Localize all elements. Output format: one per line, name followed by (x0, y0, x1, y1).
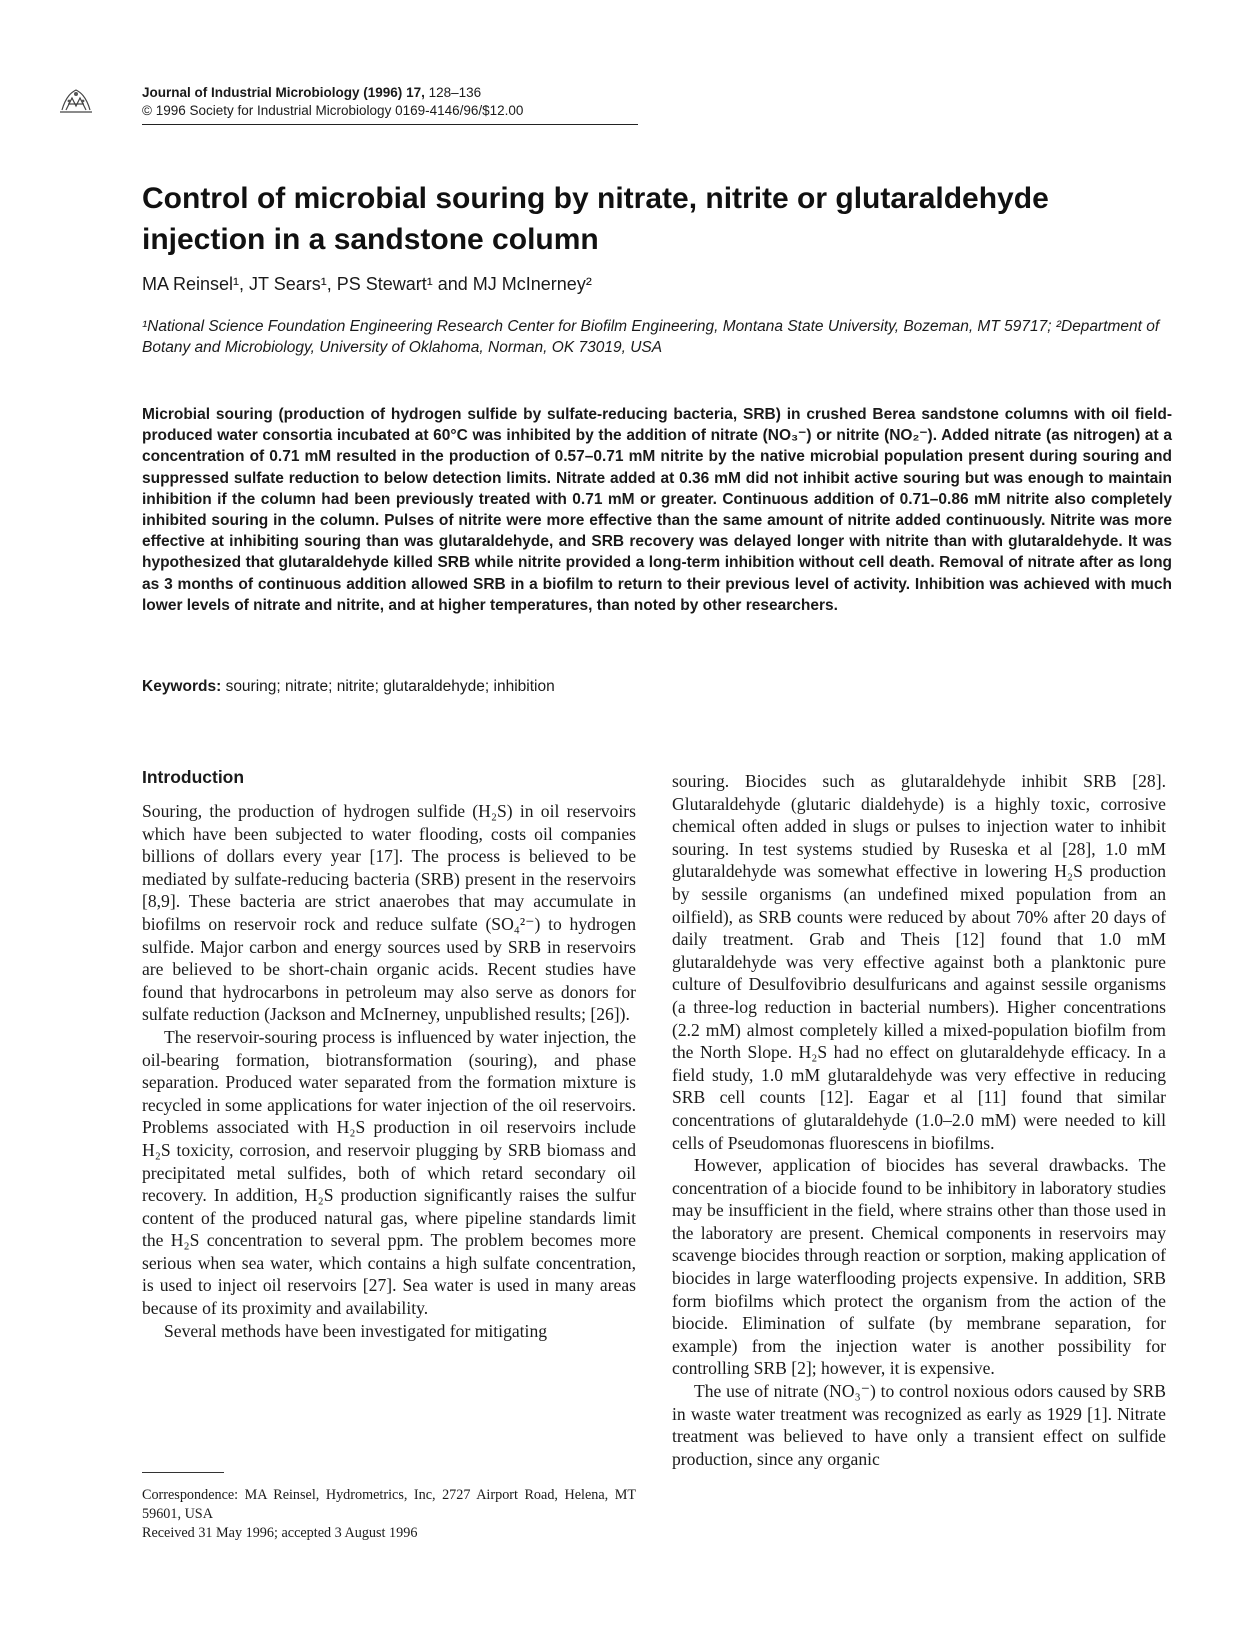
society-logo-icon (58, 86, 94, 116)
journal-header (142, 84, 523, 120)
journal-name: Journal of Industrial Microbiology (1996) (142, 85, 403, 100)
journal-pages: 128–136 (428, 85, 482, 100)
journal-citation (142, 84, 523, 102)
correspondence-note: Correspondence: MA Reinsel, Hydrometrics, Inc, 2727 Airport Road, Helena, MT 59601, USA (142, 1487, 636, 1522)
body-paragraph: The reservoir-souring process is influenced by water injection, the oil-bearing formation, biotransformation (souring), and phase separation. Produced water separated from the formation mixture is recycled in some applications for water injection of the oil reservoirs. Problems associated with H₂S production in oil reservoirs include H₂S toxicity, corrosion, and reservoir plugging by SRB biomass and precipitated metal sulfides, both of which retard secondary oil recovery. In addition, H₂S production significantly raises the sulfur content of the produced natural gas, where pipeline standards limit the H₂S concentration to several ppm. The problem becomes more serious when sea water, which contains a high sulfate concentration, is used to inject oil reservoirs [27]. Sea water is used in many areas because of its proximity and availability. (142, 1026, 636, 1319)
body-paragraph: souring. Biocides such as glutaraldehyde inhibit SRB [28]. Glutaraldehyde (glutaric dialdehyde) is a highly toxic, corrosive chemical often added in slugs or pulses to injection water to inhibit souring. In test systems studied by Ruseska et al [28], 1.0 mM glutaraldehyde was somewhat effective in lowering H₂S production by sessile organisms (an undefined mixed population from an oilfield), as SRB counts were reduced by about 70% after 20 days of daily treatment. Grab and Theis [12] found that 1.0 mM glutaraldehyde was very effective against both a planktonic pure culture of Desulfovibrio desulfuricans and against sessile organisms (a three-log reduction in bacterial numbers). Higher concentrations (2.2 mM) almost completely killed a mixed-population biofilm from the North Slope. H₂S had no effect on glutaraldehyde efficacy. In a field study, 1.0 mM glutaraldehyde was very effective in reducing SRB cell counts [12]. Eagar et al [11] found that similar concentrations of glutaraldehyde (1.0–2.0 mM) were needed to kill cells of Pseudomonas fluorescens in biofilms. (672, 771, 1166, 1153)
header-rule (142, 124, 638, 125)
received-note: Received 31 May 1996; accepted 3 August 1996 (142, 1525, 418, 1541)
abstract: Microbial souring (production of hydrogen sulfide by sulfate-reducing bacteria, SRB) in crushed Berea sandstone columns with oil field-produced water consortia incubated at 60°C was inhibited by the addition of nitrate (NO₃⁻) or nitrite (NO₂⁻). Added nitrate (as nitrogen) at a concentration of 0.71 mM resulted in the production of 0.57–0.71 mM nitrite by the native microbial population present during souring and suppressed sulfate reduction to below detection limits. Nitrate added at 0.36 mM did not inhibit active souring but was enough to maintain inhibition if the column had been previously treated with 0.71 mM or greater. Continuous addition of 0.71–0.86 mM nitrite also completely inhibited souring in the column. Pulses of nitrite were more effective than the same amount of nitrite added continuously. Nitrite was more effective at inhibiting souring than was glutaraldehyde, and SRB recovery was delayed longer with nitrite than with glutaraldehyde. It was hypothesized that glutaraldehyde killed SRB while nitrite provided a long-term inhibition without cell death. Removal of nitrate after as long as 3 months of continuous addition allowed SRB in a biofilm to return to their previous level of activity. Inhibition was achieved with much lower levels of nitrate and nitrite, and at higher temperatures, than noted by other researchers. (142, 406, 1172, 614)
body-column-left (142, 766, 636, 1342)
body-paragraph: Several methods have been investigated for mitigating (164, 1320, 548, 1341)
section-heading-introduction: Introduction (142, 767, 245, 787)
body-paragraph: However, application of biocides has several drawbacks. The concentration of a biocide found to be inhibitory in laboratory studies may be insufficient in the field, where strains other than those used in the laboratory are present. Chemical components in reservoirs may scavenge biocides through reaction or sorption, making application of biocides in large waterflooding projects expensive. In addition, SRB form biofilms which protect the organism from the action of the biocide. Elimination of sulfate (by membrane separation, for example) from the injection water is another possibility for controlling SRB [2]; however, it is expensive. (672, 1155, 1166, 1379)
body-paragraph: The use of nitrate (NO₃⁻) to control noxious odors caused by SRB in waste water treatment was recognized as early as 1929 [1]. Nitrate treatment was believed to have only a transient effect on sulfide production, since any organic (672, 1381, 1166, 1469)
keywords-label: Keywords: (142, 678, 222, 695)
keywords-text: souring; nitrate; nitrite; glutaraldehyde; inhibition (225, 678, 555, 695)
author-list: MA Reinsel¹, JT Sears¹, PS Stewart¹ and MJ McInerney² (142, 274, 592, 294)
keywords (142, 676, 555, 697)
affiliations: ¹National Science Foundation Engineering Research Center for Biofilm Engineering, Montana State University, Bozeman, MT 59717; ²Department of Botany and Microbiology, University of Oklahoma, Norman, OK 73019, USA (142, 318, 1160, 356)
body-column-right (672, 770, 1166, 1470)
paper-title: Control of microbial souring by nitrate, nitrite or glutaraldehyde injection in a sandstone column (142, 182, 1049, 256)
footnote-rule (142, 1472, 224, 1473)
footnote (142, 1486, 636, 1543)
journal-copyright: © 1996 Society for Industrial Microbiology 0169-4146/96/$12.00 (142, 103, 524, 118)
journal-volume: 17, (406, 85, 425, 100)
body-paragraph: Souring, the production of hydrogen sulfide (H₂S) in oil reservoirs which have been subjected to water flooding, costs oil companies billions of dollars every year [17]. The process is believed to be mediated by sulfate-reducing bacteria (SRB) present in the reservoirs [8,9]. These bacteria are strict anaerobes that may accumulate in biofilms on reservoir rock and reduce sulfate (SO₄²⁻) to hydrogen sulfide. Major carbon and energy sources used by SRB in reservoirs are believed to be short-chain organic acids. Recent studies have found that hydrocarbons in petroleum may also serve as donors for sulfate reduction (Jackson and McInerney, unpublished results; [26]). (142, 801, 636, 1025)
